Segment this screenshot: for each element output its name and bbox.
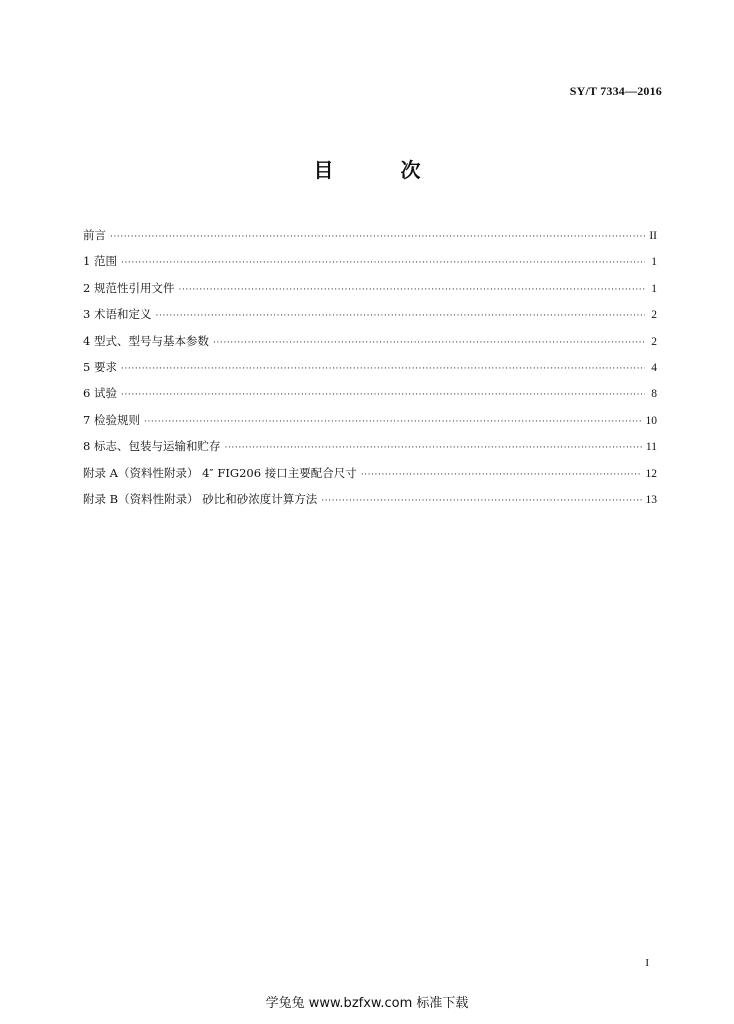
- toc-entry-label: 4 型式、型号与基本参数: [83, 333, 209, 348]
- toc-entry[interactable]: [83, 380, 657, 406]
- toc-entry-page: 8: [651, 388, 657, 401]
- toc-entry-label: 附录 A（资料性附录） 4″ FIG206 接口主要配合尺寸: [83, 465, 357, 480]
- page-title: 目 次: [313, 158, 451, 182]
- toc-entry-page: 10: [645, 414, 657, 427]
- toc-leader-dots: [178, 277, 645, 303]
- toc-entry-page: 11: [645, 441, 657, 454]
- toc-leader-dots: [121, 250, 645, 276]
- toc-entry-page: 1: [651, 282, 657, 295]
- toc-entry-label: 前言: [83, 228, 106, 242]
- toc-entry[interactable]: [83, 433, 657, 459]
- toc-leader-dots: [121, 356, 645, 382]
- toc-entry-page: 4: [651, 361, 657, 374]
- toc-leader-dots: [224, 435, 641, 461]
- toc-entry[interactable]: [83, 354, 657, 380]
- toc-entry-label: 2 规范性引用文件: [83, 280, 175, 295]
- toc-entry-page: 12: [645, 467, 657, 480]
- toc-leader-dots: [213, 330, 645, 356]
- table-of-contents: [83, 222, 657, 512]
- toc-entry-label: 附录 B（资料性附录） 砂比和砂浓度计算方法: [83, 491, 318, 506]
- toc-entry-page: II: [649, 230, 657, 242]
- toc-entry-label: 3 术语和定义: [83, 307, 152, 322]
- toc-entry-page: 2: [651, 309, 657, 322]
- standard-code: SY/T 7334—2016: [569, 84, 662, 98]
- page-number: I: [645, 957, 649, 969]
- toc-entry[interactable]: [83, 486, 657, 512]
- toc-entry-page: 2: [651, 335, 657, 348]
- toc-leader-dots: [321, 488, 641, 514]
- toc-entry[interactable]: [83, 275, 657, 301]
- toc-entry[interactable]: [83, 301, 657, 327]
- toc-entry[interactable]: [83, 328, 657, 354]
- toc-entry-label: 7 检验规则: [83, 412, 140, 427]
- toc-entry-page: 1: [651, 256, 657, 269]
- toc-entry[interactable]: [83, 222, 657, 248]
- toc-entry-label: 6 试验: [83, 386, 117, 401]
- watermark-text: 学兔兔 www.bzfxw.com 标准下载: [265, 996, 469, 1011]
- toc-entry-page: 13: [645, 493, 657, 506]
- toc-entry-label: 5 要求: [83, 359, 117, 374]
- toc-leader-dots: [110, 224, 645, 250]
- toc-entry[interactable]: [83, 460, 657, 486]
- toc-leader-dots: [361, 462, 642, 488]
- toc-leader-dots: [121, 382, 645, 408]
- toc-entry-label: 1 范围: [83, 254, 117, 269]
- toc-entry[interactable]: [83, 407, 657, 433]
- toc-entry-label: 8 标志、包装与运输和贮存: [83, 439, 221, 454]
- toc-leader-dots: [144, 409, 642, 435]
- toc-leader-dots: [155, 303, 645, 329]
- toc-entry[interactable]: [83, 248, 657, 274]
